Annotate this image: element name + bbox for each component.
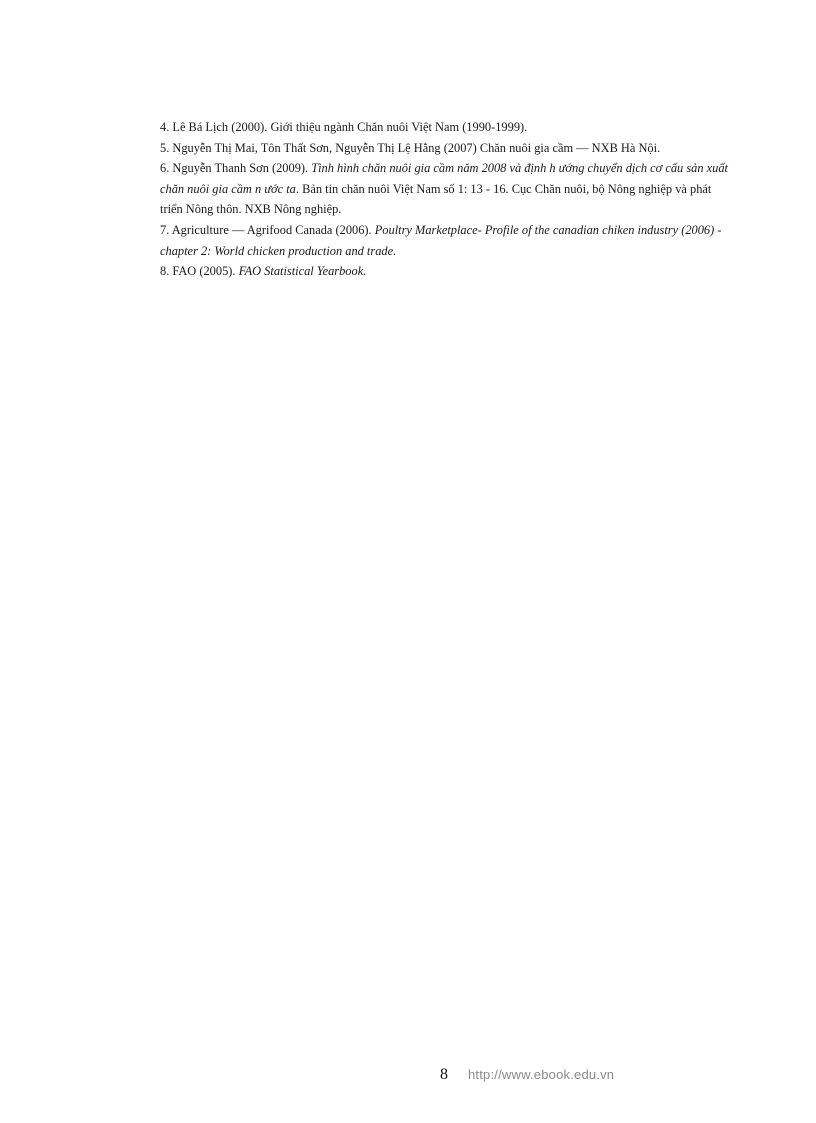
reference-item-8 bbox=[160, 261, 730, 282]
reference-title: Tình hình chăn nuôi gia cầm năm 2008 và định h ướng chuyển dịch cơ cấu sản xuất chăn nuôi gia cầm n ước ta bbox=[160, 161, 728, 196]
reference-text: 5. Nguyễn Thị Mai, Tôn Thất Sơn, Nguyễn Thị Lệ Hằng (2007) Chăn nuôi gia cầm — NXB Hà Nội. bbox=[160, 140, 661, 155]
page-number: 8 bbox=[440, 1066, 448, 1083]
reference-item-7 bbox=[160, 220, 730, 261]
reference-item-4 bbox=[160, 117, 730, 138]
reference-source: . Bản tin chăn nuôi Việt Nam số 1: 13 - 16. Cục Chăn nuôi, bộ Nông nghiệp và phát triển Nông thôn. NXB Nông nghiệp. bbox=[160, 181, 712, 217]
reference-list bbox=[160, 117, 730, 282]
reference-authors: 6. Nguyễn Thanh Sơn (2009). bbox=[160, 161, 312, 176]
reference-text: 4. Lê Bá Lịch (2000). Giới thiệu ngành Chăn nuôi Việt Nam (1990-1999). bbox=[160, 120, 528, 134]
reference-title: Poultry Marketplace- Profile of the canadian chiken industry (2006) - chapter 2: World chicken production and trade. bbox=[160, 222, 722, 258]
page-footer bbox=[440, 1066, 614, 1088]
website-link[interactable]: http://www.ebook.edu.vn bbox=[468, 1067, 615, 1082]
reference-item-5 bbox=[160, 138, 730, 159]
reference-authors: 8. FAO (2005). bbox=[160, 264, 239, 279]
reference-title: FAO Statistical Yearbook. bbox=[238, 264, 367, 279]
reference-item-6 bbox=[160, 158, 730, 220]
reference-authors: 7. Agriculture — Agrifood Canada (2006). bbox=[160, 222, 375, 237]
